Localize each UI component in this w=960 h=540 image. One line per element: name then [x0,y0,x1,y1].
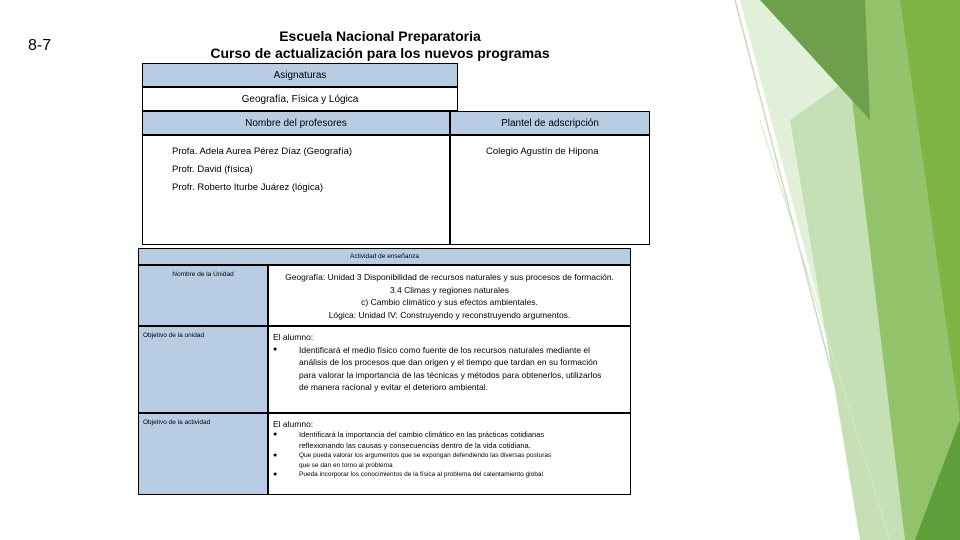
unit-objective-line: análisis de los procesos que dan origen y el tiempo que tardan en su formación [299,357,598,367]
activity-objective-cell [268,413,631,495]
unit-objective-cell [268,326,631,413]
activity-bullet-line: que se dan en torno al problema [299,461,393,469]
teacher-geografia: Profa. Adela Aurea Pérez Díaz (Geografía) [172,146,353,157]
activity-header-cell [138,248,631,265]
subjects-cell [142,87,458,111]
activity-objective-intro: El alumno: [273,419,314,429]
activity-header: Actividad de enseñanza [349,253,420,260]
bullet-icon: ● [273,431,278,438]
teacher-fisica: Profr. David (física) [172,164,253,175]
unit-name-line: c) Cambio climático y sus efectos ambientales. [361,297,538,307]
activity-objective-label: Objetivo de la actividad [143,419,211,426]
school-value: Colegio Agustín de Hipona [486,146,599,157]
unit-name-line: Geografía: Unidad 3 Disponibilidad de recursos naturales y sus procesos de formación. [285,272,614,282]
unit-name-label-cell [138,265,268,326]
subjects-value: Geografía, Física y Lógica [241,94,359,105]
activity-bullet-line: Identificará la importancia del cambio climático en las prácticas cotidianas [299,430,545,439]
unit-objective-line: para valorar la importancia de las técnicas y métodos para obtenerlos, utilizarlos [299,369,602,380]
teachers-header-cell [142,111,450,135]
slide-number: 8-7 [28,37,52,54]
school-header-cell [450,111,650,135]
teachers-header: Nombre del profesores [245,118,347,129]
unit-name-label: Nombre de la Unidad [172,271,234,278]
unit-objective-label-cell [138,326,268,413]
bullet-icon: ● [273,471,278,478]
page-title: Escuela Nacional Preparatoria [279,28,481,44]
activity-bullet-line: reflexionando las causas y consecuencias dentro de la vida cotidiana. [299,441,531,450]
unit-objective-line: Identificará el medio físico como fuente de los recursos naturales mediante el [299,344,591,355]
bullet-icon: ● [273,452,278,459]
activity-bullet-line: Que pueda valorar los argumentos que se expongan defendiendo las diversas posturas [299,452,552,459]
subjects-header-cell [142,63,458,87]
unit-name-line: Lógica: Unidad IV: Construyendo y reconstruyendo argumentos. [328,309,571,320]
unit-name-cell [268,265,631,326]
school-header: Plantel de adscripción [501,118,599,129]
bullet-icon: ● [273,345,278,353]
teacher-logica: Profr. Roberto Iturbe Juárez (lógica) [172,182,324,193]
unit-name-line: 3.4 Climas y regiones naturales [389,284,510,295]
activity-bullet-line: Pueda incorporar los conocimientos de la física al problema del calentamiento global [299,471,543,478]
unit-objective-line: de manera racional y evitar el deterioro ambiental. [299,382,488,392]
subjects-header: Asignaturas [273,70,327,81]
page-subtitle: Curso de actualización para los nuevos programas [210,45,550,61]
activity-objective-label-cell [138,413,268,495]
unit-objective-label: Objetivo de la unidad [143,332,205,339]
unit-objective-intro: El alumno: [273,332,314,342]
